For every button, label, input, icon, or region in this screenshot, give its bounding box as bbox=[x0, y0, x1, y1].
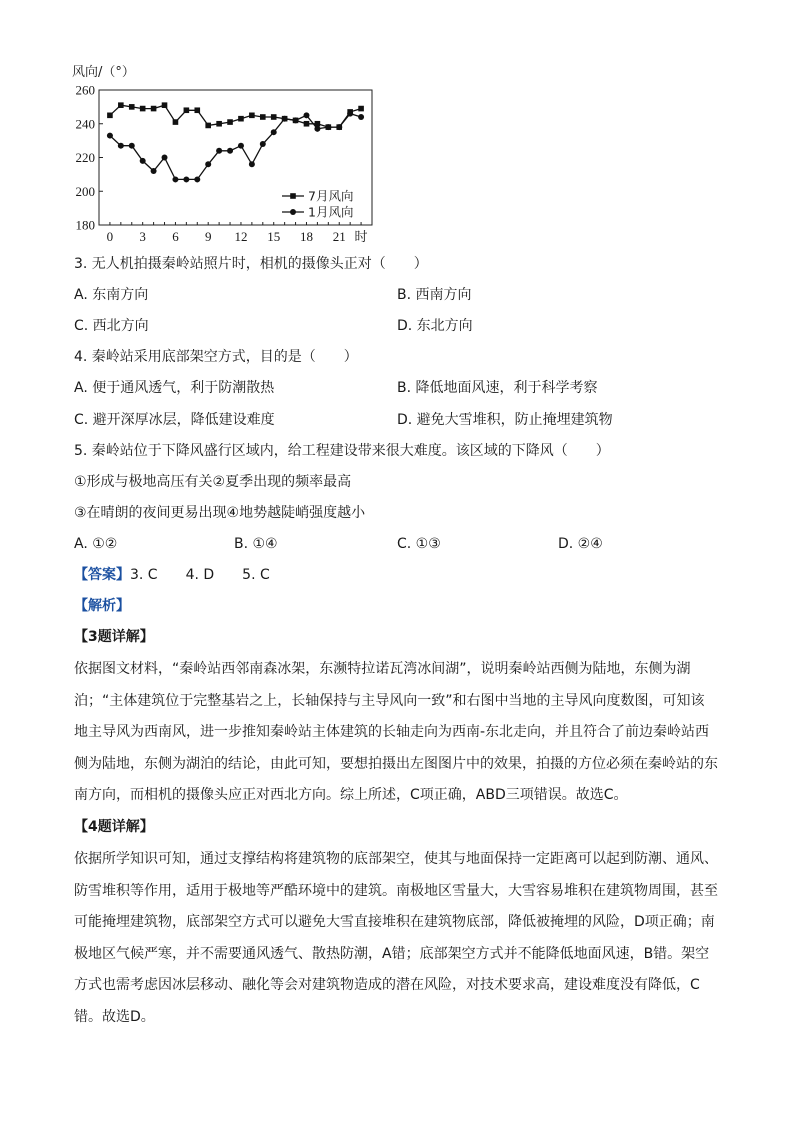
data-point bbox=[227, 148, 233, 154]
data-point bbox=[194, 107, 200, 113]
detail-4-line: 可能掩埋建筑物，底部架空方式可以避免大雪直接堆积在建筑物底部，降低被掩埋的风险，D项正确；南 bbox=[74, 914, 715, 930]
data-point bbox=[151, 106, 157, 112]
legend-label: 7月风向 bbox=[308, 188, 354, 204]
q5-option-d: D. ②④ bbox=[558, 536, 603, 552]
q5-statements-1: ①形成与极地高压有关②夏季出现的频率最高 bbox=[74, 474, 352, 490]
data-point bbox=[151, 168, 157, 174]
detail-3-line: 侧为陆地，东侧为湖泊的结论，由此可知，要想拍摄出左图图片中的效果，拍摄的方位必须在秦岭站的东 bbox=[74, 755, 718, 772]
legend-marker bbox=[290, 193, 296, 199]
data-point bbox=[140, 158, 146, 164]
y-axis-label: 风向/（°） bbox=[72, 65, 135, 80]
detail-4-line: 方式也需考虑因冰层移动、融化等会对建筑物造成的潜在风险，对技术要求高，建设难度没有降低，C bbox=[74, 977, 700, 993]
detail-4-line: 极地区气候严寒，并不需要通风透气、散热防潮，A错；底部架空方式并不能降低地面风速，B错。架空 bbox=[74, 945, 710, 962]
data-point bbox=[162, 102, 168, 108]
y-tick-label: 200 bbox=[75, 183, 95, 199]
data-point bbox=[358, 114, 364, 120]
detail-3-line: 地主导风为西南风，进一步推知秦岭站主体建筑的长轴走向为西南-东北走向，并且符合了前边秦岭站西 bbox=[74, 724, 710, 740]
y-tick-label: 220 bbox=[75, 150, 95, 165]
data-point bbox=[238, 116, 244, 122]
detail-3-body bbox=[74, 654, 722, 812]
answer-label: 【答案】 bbox=[74, 567, 130, 583]
detail-4-line: 防雪堆积等作用，适用于极地等严酷环境中的建筑。南极地区雪量大，大雪容易堆积在建筑物周围，甚至 bbox=[74, 882, 718, 899]
data-point bbox=[271, 129, 277, 135]
data-point bbox=[260, 141, 266, 147]
data-point bbox=[107, 133, 113, 139]
data-point bbox=[107, 113, 113, 119]
x-tick-label: 3 bbox=[139, 229, 146, 244]
x-tick-label: 0 bbox=[106, 229, 114, 244]
detail-3-line: 泊；“主体建筑位于完整基岩之上，长轴保持与主导风向一致”和右图中当地的主导风向度数图，可知该 bbox=[74, 692, 705, 709]
q3-option-a: A. 东南方向 bbox=[74, 287, 149, 303]
q5-option-c: C. ①③ bbox=[397, 536, 441, 552]
q3-option-c: C. 西北方向 bbox=[74, 318, 149, 334]
data-point bbox=[129, 104, 135, 110]
data-point bbox=[118, 143, 124, 149]
y-tick-label: 180 bbox=[75, 217, 95, 233]
wind-direction-chart bbox=[60, 58, 390, 250]
q5-statements-2: ③在晴朗的夜间更易出现④地势越陡峭强度越小 bbox=[74, 505, 366, 521]
data-point bbox=[358, 106, 364, 112]
q4-stem: 4. 秦岭站采用底部架空方式，目的是（ ） bbox=[74, 349, 358, 365]
q3-stem: 3. 无人机拍摄秦岭站照片时，相机的摄像头正对（ ） bbox=[74, 256, 428, 272]
legend-marker bbox=[290, 209, 296, 215]
detail-4-title: 【4题详解】 bbox=[74, 819, 154, 835]
detail-3-line: 南方向，而相机的摄像头应正对西北方向。综上所述，C项正确，ABD三项错误。故选C。 bbox=[74, 787, 628, 803]
detail-4-line: 依据所学知识可知，通过支撑结构将建筑物的底部架空，使其与地面保持一定距离可以起到防潮、通风、 bbox=[74, 851, 718, 867]
legend-label: 1月风向 bbox=[308, 204, 354, 220]
data-point bbox=[260, 114, 266, 120]
data-point bbox=[173, 119, 179, 125]
q3-option-b: B. 西南方向 bbox=[397, 287, 472, 303]
data-point bbox=[129, 143, 135, 149]
chart-svg bbox=[60, 58, 390, 250]
q4-option-a: A. 便于通风透气，利于防潮散热 bbox=[74, 380, 275, 396]
data-point bbox=[205, 161, 211, 167]
q4-option-b: B. 降低地面风速，利于科学考察 bbox=[397, 380, 598, 396]
x-tick-label: 15 bbox=[267, 229, 281, 244]
data-point bbox=[140, 106, 146, 112]
series-line-2 bbox=[110, 114, 361, 180]
detail-4-body bbox=[74, 844, 722, 1033]
x-axis-unit: 时 bbox=[354, 230, 368, 245]
data-point bbox=[216, 121, 222, 127]
detail-3-title: 【3题详解】 bbox=[74, 629, 154, 645]
data-point bbox=[227, 119, 233, 125]
q4-option-d: D. 避免大雪堆积，防止掩埋建筑物 bbox=[397, 412, 613, 428]
data-point bbox=[172, 176, 178, 182]
data-point bbox=[347, 111, 353, 117]
data-point bbox=[216, 148, 222, 154]
detail-3-line: 依据图文材料，“秦岭站西邻南森冰架，东濒特拉诺瓦湾冰间湖”，说明秦岭站西侧为陆地，东侧为湖 bbox=[74, 661, 691, 677]
data-point bbox=[184, 107, 190, 113]
q4-option-c: C. 避开深厚冰层，降低建设难度 bbox=[74, 412, 275, 428]
data-point bbox=[325, 124, 331, 130]
x-tick-label: 21 bbox=[332, 229, 346, 244]
data-point bbox=[183, 176, 189, 182]
data-point bbox=[194, 176, 200, 182]
q5-stem: 5. 秦岭站位于下降风盛行区域内，给工程建设带来很大难度。该区域的下降风（ ） bbox=[74, 443, 610, 459]
data-point bbox=[162, 155, 168, 161]
answer-row bbox=[74, 565, 270, 585]
data-point bbox=[249, 161, 255, 167]
data-point bbox=[314, 126, 320, 132]
y-tick-label: 260 bbox=[75, 82, 95, 98]
data-point bbox=[303, 112, 309, 118]
q5-option-b: B. ①④ bbox=[234, 536, 278, 552]
x-tick-label: 18 bbox=[299, 229, 313, 244]
y-tick-label: 240 bbox=[75, 116, 95, 132]
q5-option-a: A. ①② bbox=[74, 536, 118, 552]
data-point bbox=[249, 113, 255, 119]
data-point bbox=[238, 143, 244, 149]
detail-4-line: 错。故选D。 bbox=[74, 1008, 155, 1025]
x-tick-label: 6 bbox=[172, 229, 179, 244]
data-point bbox=[304, 121, 310, 127]
data-point bbox=[271, 114, 277, 120]
analysis-label: 【解析】 bbox=[74, 598, 130, 614]
series-line-1 bbox=[110, 105, 361, 127]
data-point bbox=[336, 124, 342, 130]
x-tick-label: 12 bbox=[234, 229, 248, 244]
answer-text: 3. C 4. D 5. C bbox=[130, 567, 270, 583]
data-point bbox=[118, 102, 124, 108]
x-tick-label: 9 bbox=[204, 229, 212, 244]
data-point bbox=[282, 116, 288, 122]
data-point bbox=[293, 117, 299, 123]
data-point bbox=[205, 123, 211, 129]
q3-option-d: D. 东北方向 bbox=[397, 318, 473, 334]
